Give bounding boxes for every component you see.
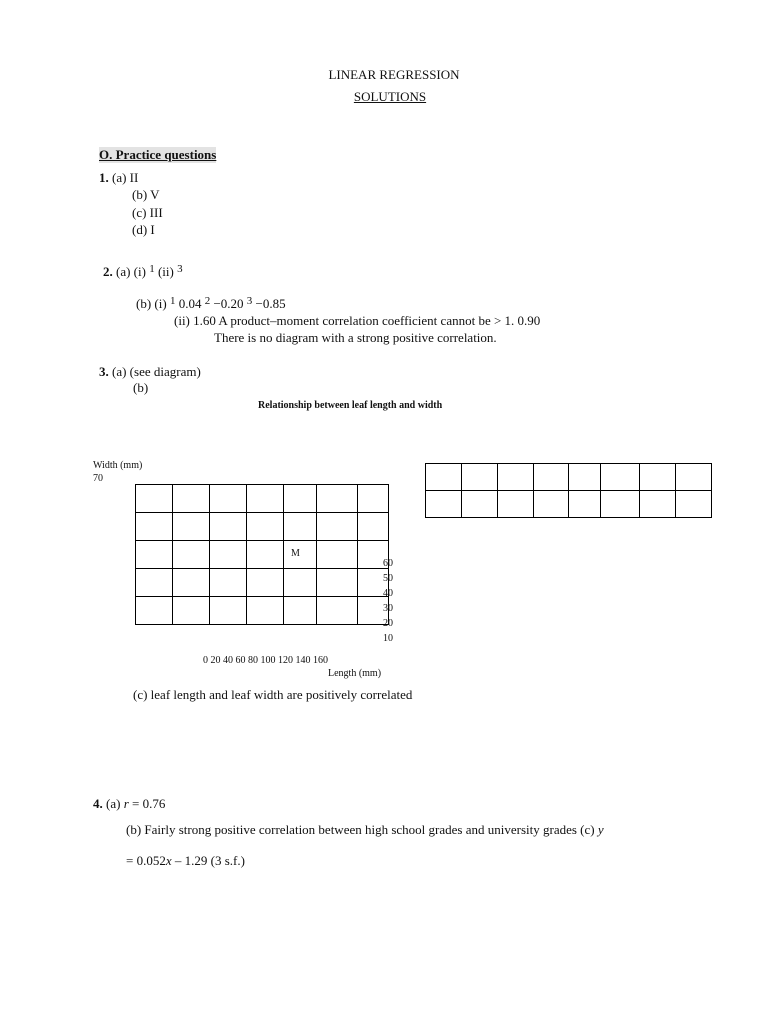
q2-line-a: 2. (a) (i) $^1$ (ii) $^3$ <box>103 263 183 279</box>
chart-grid-cell <box>210 569 247 597</box>
chart-grid-row <box>136 513 389 541</box>
chart-grid-cell <box>173 597 210 625</box>
chart-grid-cell <box>173 569 210 597</box>
chart-grid-cell <box>136 541 173 569</box>
chart-y-tick-label: 30 <box>383 603 393 614</box>
q1-line-d: (d) I <box>132 222 155 237</box>
side-table <box>425 463 712 518</box>
side-table-cell <box>601 464 640 491</box>
side-table-cell <box>426 464 462 491</box>
chart-grid-row <box>136 541 389 569</box>
chart-grid-cell <box>210 485 247 513</box>
chart-grid-cell <box>247 541 284 569</box>
chart-grid-cell <box>317 597 358 625</box>
chart-grid-cell <box>136 597 173 625</box>
page-title: LINEAR REGRESSION <box>328 67 460 82</box>
side-table-cell <box>640 491 676 518</box>
chart-grid-cell <box>284 541 317 569</box>
q4-line-c: = 0.052x – 1.29 (3 s.f.) <box>126 853 245 868</box>
chart-grid-cell <box>210 513 247 541</box>
chart-grid-cell <box>173 485 210 513</box>
chart-grid-cell <box>136 569 173 597</box>
side-table-row <box>426 491 712 518</box>
chart-point-label: M <box>291 548 300 559</box>
chart-grid-cell <box>173 513 210 541</box>
side-table-cell <box>569 491 601 518</box>
q2-line-b: (b) (i) $^1$ 0.04 $^2$ −0.20 $^3$ −0.85 <box>136 295 286 311</box>
chart-grid-cell <box>317 513 358 541</box>
chart-x-axis-label: Length (mm) <box>328 668 382 679</box>
chart-grid-cell <box>317 485 358 513</box>
chart-title: Relationship between leaf length and width <box>258 400 443 411</box>
side-table-cell <box>676 464 712 491</box>
q3-line-b: (b) <box>133 380 149 395</box>
chart-grid-cell <box>136 485 173 513</box>
chart-grid-row <box>136 569 389 597</box>
chart-grid-row <box>136 597 389 625</box>
chart-x-ticks: 0 20 40 60 80 100 120 140 160 <box>203 655 328 666</box>
chart-y-tick-label: 10 <box>383 633 393 644</box>
side-table-cell <box>498 464 534 491</box>
chart-grid-cell <box>210 597 247 625</box>
q2-line-b-ii-continued: There is no diagram with a strong positive correlation. <box>214 330 497 345</box>
chart-y-tick-label: 50 <box>383 573 393 584</box>
q4-line-b: (b) Fairly strong positive correlation between high school grades and university grades (c) y <box>126 822 604 837</box>
side-table-cell <box>569 464 601 491</box>
chart-grid-cell <box>247 597 284 625</box>
chart-grid-row <box>136 485 389 513</box>
q1-line-a: 1. (a) II <box>99 170 139 185</box>
chart-y-tick-label: 20 <box>383 618 393 629</box>
chart-grid-cell <box>358 485 389 513</box>
chart-grid-cell <box>136 513 173 541</box>
side-table-row <box>426 464 712 491</box>
q1-line-c: (c) III <box>132 205 163 220</box>
side-table-cell <box>462 464 498 491</box>
side-table-cell <box>676 491 712 518</box>
chart-grid <box>135 484 389 625</box>
chart-y-tick-label: 40 <box>383 588 393 599</box>
chart-grid-cell <box>210 541 247 569</box>
chart-grid-cell <box>173 541 210 569</box>
chart-grid-cell <box>284 597 317 625</box>
chart-grid-cell <box>247 569 284 597</box>
q2-line-b-ii: (ii) 1.60 A product–moment correlation coefficient cannot be > 1. 0.90 <box>174 313 541 328</box>
side-table-cell <box>601 491 640 518</box>
side-table-cell <box>462 491 498 518</box>
side-table-cell <box>640 464 676 491</box>
q1-line-b: (b) V <box>132 187 160 202</box>
q3-line-c: (c) leaf length and leaf width are positively correlated <box>133 687 413 702</box>
chart-grid-cell <box>284 569 317 597</box>
chart-grid-cell <box>247 513 284 541</box>
side-table-cell <box>534 491 569 518</box>
page-subtitle: SOLUTIONS <box>353 89 427 104</box>
chart-grid-cell <box>284 485 317 513</box>
side-table-cell <box>426 491 462 518</box>
chart-y-axis-label: Width (mm) <box>93 460 143 471</box>
side-table-cell <box>498 491 534 518</box>
chart-grid-cell <box>247 485 284 513</box>
section-heading: O. Practice questions <box>99 147 217 162</box>
q4-line-a: 4. (a) r = 0.76 <box>93 796 166 811</box>
side-table-cell <box>534 464 569 491</box>
chart-grid-cell <box>358 513 389 541</box>
chart-y-tick-label: 60 <box>383 558 393 569</box>
chart-grid-cell <box>317 541 358 569</box>
chart-grid-cell <box>284 513 317 541</box>
chart-grid-cell <box>317 569 358 597</box>
q3-line-a: 3. (a) (see diagram) <box>99 364 201 379</box>
chart-y-top-tick: 70 <box>93 473 103 484</box>
